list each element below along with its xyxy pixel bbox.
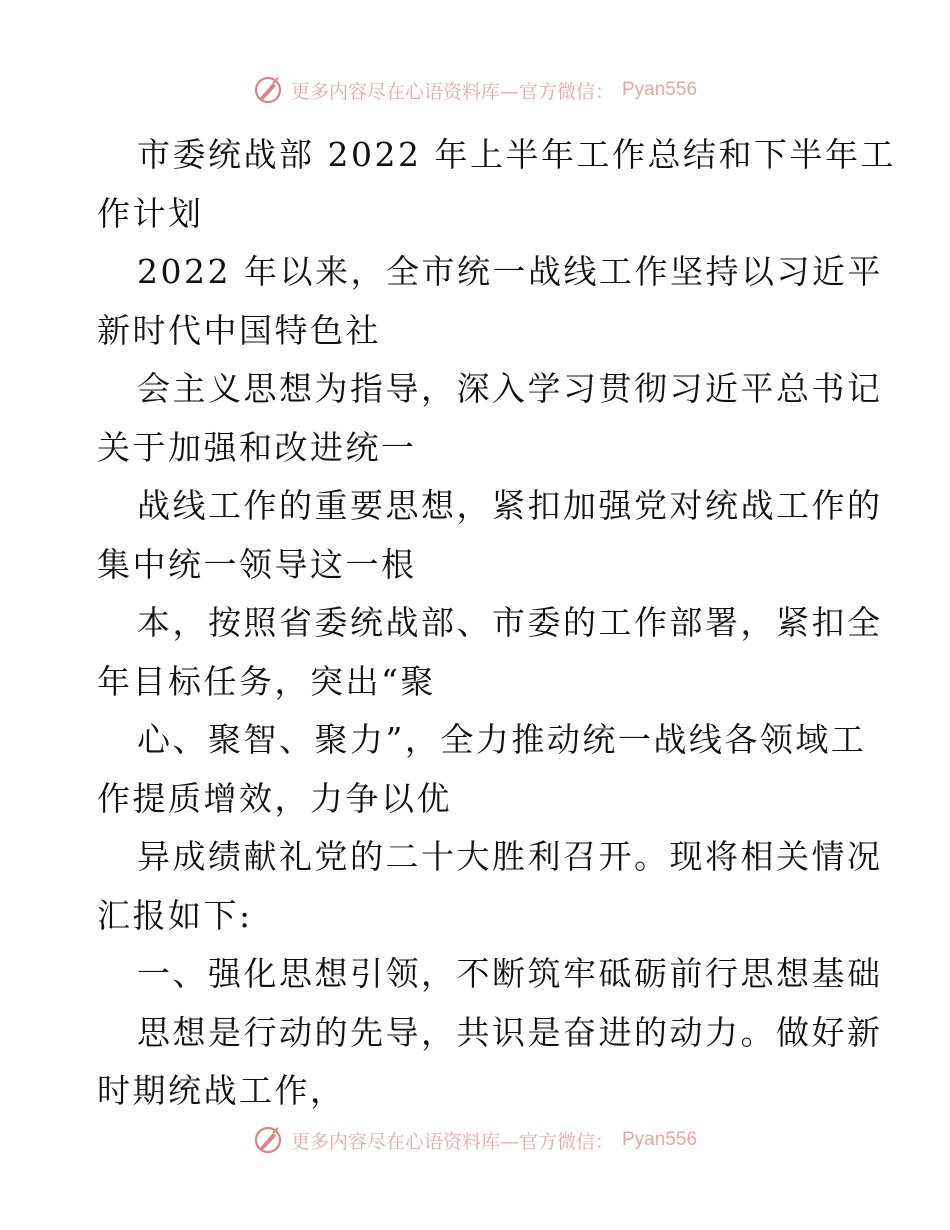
pen-circle-logo-icon (253, 75, 283, 105)
watermark-text: 更多内容尽在心语资料库—官方微信： (290, 1130, 614, 1153)
text-line: 一、强化思想引领，不断筑牢砥砺前行思想基础 (137, 954, 883, 993)
text-line: 心、聚智、聚力”，全力推动统一战线各领域工 (137, 720, 867, 759)
text-line: 异成绩献礼党的二十大胜利召开。现将相关情况 (137, 837, 883, 876)
text-line: 战线工作的重要思想，紧扣加强党对统战工作的 (137, 486, 883, 525)
text-line: 作计划 (97, 193, 204, 233)
text-line: 2022 年以来，全市统一战线工作坚持以习近平 (137, 252, 883, 291)
watermark-header (0, 72, 950, 108)
watermark-wechat-id: Pyan556 (622, 79, 698, 100)
text-line: 集中统一领导这一根 (97, 544, 417, 584)
text-line: 作提质增效，力争以优 (97, 778, 452, 818)
text-line: 思想是行动的先导，共识是奋进的动力。做好新 (137, 1012, 883, 1052)
watermark-footer (0, 1122, 950, 1158)
text-line: 新时代中国特色社 (97, 310, 381, 350)
text-line: 本，按照省委统战部、市委的工作部署，紧扣全 (137, 603, 883, 642)
watermark-text: 更多内容尽在心语资料库—官方微信： (290, 80, 614, 103)
pen-circle-logo-icon (253, 1125, 283, 1155)
text-line: 汇报如下: (97, 895, 253, 935)
text-line: 会主义思想为指导，深入学习贯彻习近平总书记 (137, 369, 883, 408)
text-line: 关于加强和改进统一 (97, 427, 417, 467)
text-line: 时期统战工作， (97, 1071, 346, 1110)
document-body (97, 126, 896, 1121)
text-line: 年目标任务，突出“聚 (97, 661, 436, 701)
watermark-wechat-id: Pyan556 (622, 1129, 698, 1150)
text-line: 市委统战部 2022 年上半年工作总结和下半年工 (137, 135, 896, 174)
